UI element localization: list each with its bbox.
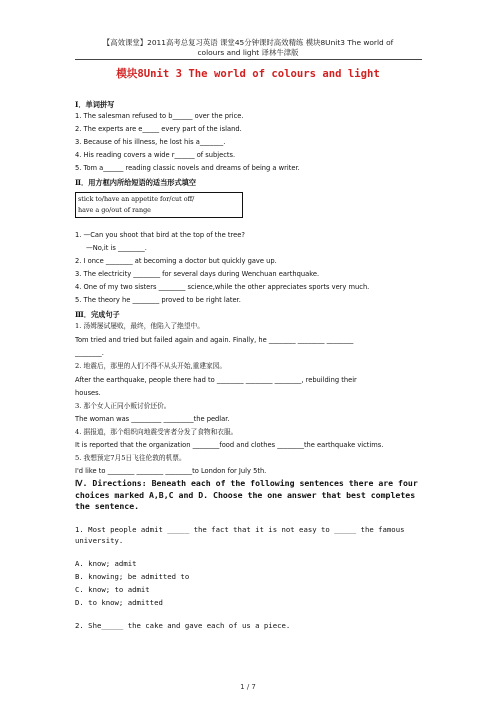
header-divider [75,59,422,60]
section-2-item: 1. —Can you shoot that bird at the top of the tree? [75,231,245,239]
question-1-option: C. know; to admit [75,585,150,594]
phrase-box-line-1: stick to/have an appetite for/cut off/ [78,195,195,203]
question-1: 1. Most people admit _____ the fact that it is not easy to _____ the famous university. [75,525,405,545]
section-3-item: It is reported that the organization ________food and clothes ________the earthquake victims. [75,441,384,449]
section-3-item: After the earthquake, people there had to ________ ________ ________, rebuilding their [75,376,357,384]
section-1-item: 2. The experts are e_____ every part of the island. [75,125,242,133]
page-title: 模块8Unit 3 The world of colours and light [116,68,380,80]
section-3-item: 2. 地震后，那里的人们不得不从头开始,重建家园。 [75,362,227,370]
section-3-item: The woman was _________ _________the pedlar. [75,415,230,423]
section-1-heading: Ⅰ．单词拼写 [75,100,115,109]
section-3-heading: Ⅲ．完成句子 [75,310,120,319]
section-2-item: 4. One of my two sisters ________ science,while the other appreciates sports very much. [75,283,370,291]
phrase-box-line-2: have a go/out of range [78,206,151,214]
question-1-option: A. know; admit [75,559,137,568]
page-number: 1 / 7 [240,683,256,691]
section-1-item: 5. Tom a______ reading classic novels and dreams of being a writer. [75,164,300,172]
section-2-item: 2. I once ________ at becoming a doctor but quickly gave up. [75,257,277,265]
section-3-item: houses. [75,389,101,397]
section-3-item: 3. 那个女人正同小贩讨价还价。 [75,402,171,410]
header-line-1: 【高效课堂】2011高考总复习英语 课堂45分钟课时高效精练 模块8Unit3 The world of [102,38,394,47]
header-line-2: colours and light 译林牛津版 [197,48,299,57]
section-2-item: —No,it is ________. [86,244,147,252]
question-2: 2. She_____ the cake and gave each of us a piece. [75,621,291,630]
section-3-item: 1. 汤姆屡试屡败，最终，他陷入了绝望中。 [75,322,204,330]
section-2-item: 3. The electricity ________ for several days during Wenchuan earthquake. [75,270,320,278]
section-1-item: 4. His reading covers a wide r______ of subjects. [75,151,236,159]
section-1-item: 3. Because of his illness, he lost his a_______. [75,138,226,146]
section-4-heading: Ⅳ. Directions: Beneath each of the following sentences there are four choices marked A,B,C and D. Choose the one answer that best completes the sentence. [75,478,418,511]
section-3-item: Tom tried and tried but failed again and again. Finally, he ________ ________ ________ [75,336,354,344]
section-3-item: 5. 我想预定7月5日飞往伦敦的机票。 [75,454,186,462]
phrase-box [75,192,243,218]
section-3-item: 4. 据报道，那个组织向地震受害者分发了食物和衣服。 [75,428,238,436]
section-3-item: I'd like to ________ ________ ________to London for July 5th. [75,467,267,475]
question-1-option: B. knowing; be admitted to [75,572,190,581]
section-3-item: ________. [75,349,104,357]
section-2-item: 5. The theory he ________ proved to be right later. [75,296,241,304]
section-1-item: 1. The salesman refused to b______ over the price. [75,112,244,120]
section-2-heading: Ⅱ．用方框内所给短语的适当形式填空 [75,178,197,187]
question-1-option: D. to know; admitted [75,598,163,607]
